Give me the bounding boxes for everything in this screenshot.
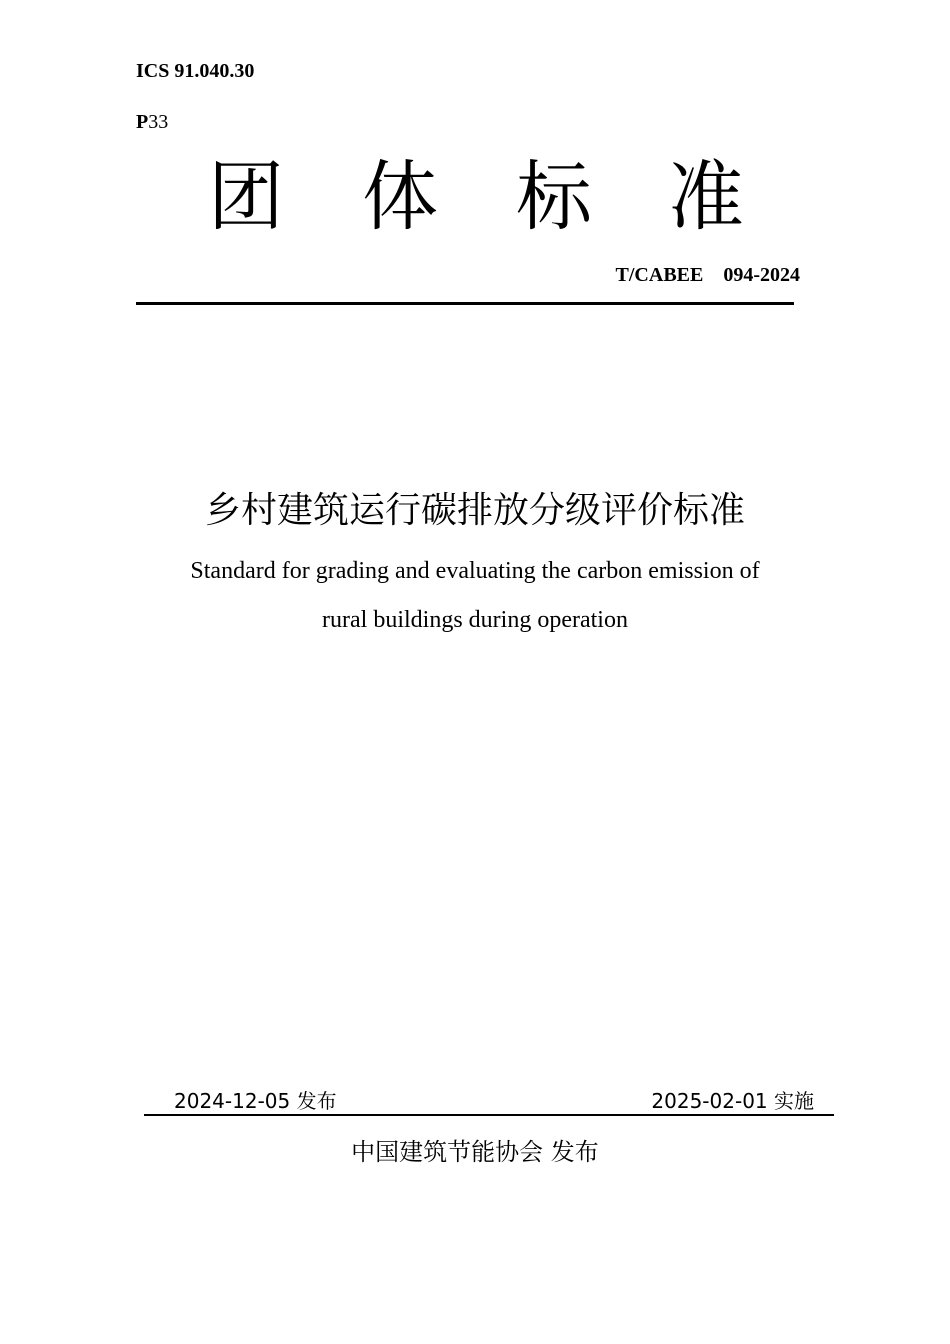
- issue-date: 2024-12-05 发布: [174, 1089, 337, 1113]
- title-chinese: 乡村建筑运行碳排放分级评价标准: [204, 490, 745, 531]
- title-english-line-2: rural buildings during operation: [322, 607, 628, 633]
- document-type-char: 准: [668, 152, 744, 241]
- implementation-date: 2025-02-01 实施: [651, 1089, 814, 1113]
- ccs-code: [136, 111, 168, 134]
- title-english-line-1: Standard for grading and evaluating the carbon emission of: [190, 558, 760, 584]
- footer-divider: [144, 1114, 834, 1116]
- ics-code: ICS 91.040.30: [136, 60, 255, 82]
- document-type-char: 团: [208, 152, 284, 241]
- publisher: 中国建筑节能协会 发布: [351, 1138, 599, 1166]
- ccs-number: 33: [148, 111, 169, 133]
- document-type-char: 体: [362, 152, 438, 241]
- header-divider: [136, 302, 794, 305]
- document-type-heading: [136, 152, 800, 242]
- ccs-letter: P: [136, 111, 149, 133]
- document-type-char: 标: [516, 152, 592, 241]
- standard-number: T/CABEE 094-2024: [615, 264, 800, 286]
